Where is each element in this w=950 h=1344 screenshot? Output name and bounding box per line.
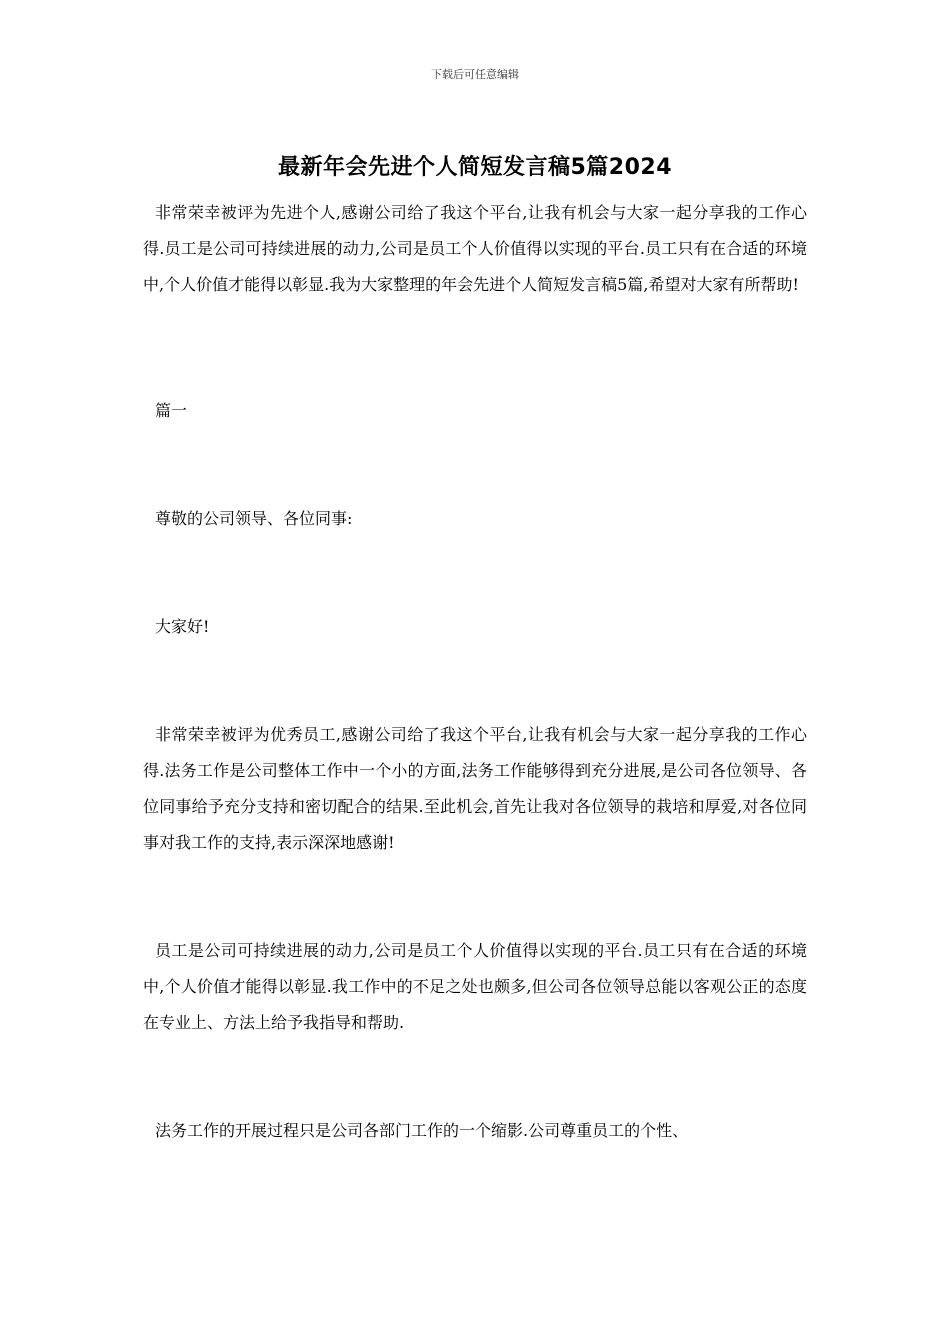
spacer (143, 303, 807, 393)
spacer (143, 1041, 807, 1113)
document-body (143, 195, 807, 1149)
document-title: 最新年会先进个人简短发言稿5篇2024 (277, 155, 673, 180)
header-note: 下载后可任意编辑 (431, 68, 519, 81)
salutation: 尊敬的公司领导、各位同事: (155, 509, 353, 528)
spacer (143, 861, 807, 933)
spacer (143, 537, 807, 609)
spacer (143, 429, 807, 501)
body-paragraph: 非常荣幸被评为优秀员工,感谢公司给了我这个平台,让我有机会与大家一起分享我的工作心得.法务工作是公司整体工作中一个小的方面,法务工作能够得到充分进展,是公司各位领导、各位同事给予充分支持和密切配合的结果.至此机会,首先让我对各位领导的栽培和厚爱,对各位同事对我工作的支持,表示深深地感谢! (143, 725, 807, 852)
body-paragraph: 员工是公司可持续进展的动力,公司是员工个人价值得以实现的平台.员工只有在合适的环境中,个人价值才能得以彰显.我工作中的不足之处也颇多,但公司各位领导总能以客观公正的态度在专业上、方法上给予我指导和帮助. (143, 941, 807, 1032)
intro-paragraph: 非常荣幸被评为先进个人,感谢公司给了我这个平台,让我有机会与大家一起分享我的工作心得.员工是公司可持续进展的动力,公司是员工个人价值得以实现的平台.员工只有在合适的环境中,个人价值才能得以彰显.我为大家整理的年会先进个人简短发言稿5篇,希望对大家有所帮助! (143, 203, 807, 294)
spacer (143, 645, 807, 717)
greeting: 大家好! (155, 617, 210, 636)
section-heading: 篇一 (155, 401, 188, 420)
body-paragraph: 法务工作的开展过程只是公司各部门工作的一个缩影.公司尊重员工的个性、 (155, 1121, 689, 1140)
